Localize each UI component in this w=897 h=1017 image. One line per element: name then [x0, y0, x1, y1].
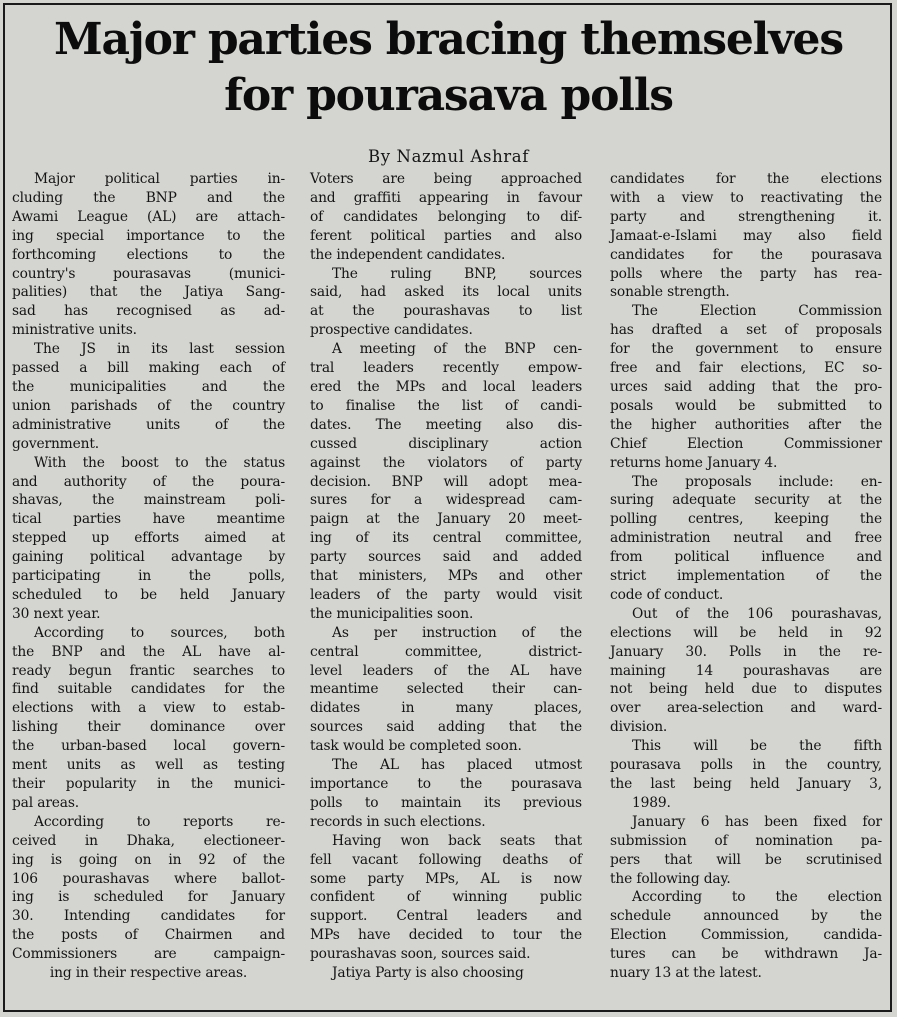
article-line: dates. The meeting also dis- [310, 416, 582, 433]
article-line: ment units as well as testing [12, 757, 285, 774]
article-line: participating in the polls, [12, 568, 285, 585]
article-line: polling centres, keeping the [610, 511, 882, 528]
article-line: sures for a widespread cam- [310, 492, 582, 509]
article-line: that ministers, MPs and other [310, 568, 582, 585]
article-line: Jatiya Party is also choosing [332, 965, 524, 982]
article-line: ered the MPs and local leaders [310, 378, 582, 395]
article-line: stepped up efforts aimed at [12, 530, 285, 547]
article-line: scheduled to be held January [12, 586, 285, 603]
article-line: passed a bill making each of [12, 360, 285, 377]
article-line: the higher authorities after the [610, 416, 882, 433]
article-line: Commissioners are campaign- [12, 946, 285, 963]
article-line: the BNP and the AL have al- [12, 643, 285, 660]
article-line: has drafted a set of proposals [610, 322, 882, 339]
article-line: pal areas. [12, 794, 80, 811]
article-line: Out of the 106 pourashavas, [632, 605, 882, 622]
article-line: Election Commission, candida- [610, 927, 882, 944]
article-line: elections will be held in 92 [610, 624, 882, 641]
article-line: candidates for the elections [610, 171, 882, 187]
article-line: Awami League (AL) are attach- [12, 208, 285, 225]
article-line: According to the election [632, 889, 882, 906]
article-line: strict implementation of the [610, 568, 882, 585]
article-line: party sources said and added [310, 549, 582, 566]
article-line: over area-selection and ward- [610, 700, 882, 717]
article-line: The JS in its last session [34, 341, 285, 358]
article-line: importance to the pourasava [310, 776, 582, 792]
article-line: Major political parties in- [34, 171, 285, 187]
article-line: at the pourashavas to list [310, 303, 582, 320]
article-line: pourashavas soon, sources said. [310, 946, 531, 963]
article-line: the posts of Chairmen and [12, 927, 285, 944]
article-line: returns home January 4. [610, 454, 778, 471]
headline-line-2: for pourasava polls [224, 70, 673, 121]
article-line: The Election Commission [632, 303, 882, 320]
article-line: 30. Intending candidates for [12, 908, 285, 925]
article-line: their popularity in the munici- [12, 776, 285, 792]
article-column-3 [610, 170, 882, 983]
article-line: shavas, the mainstream poli- [12, 492, 285, 509]
article-line: According to sources, both [34, 624, 285, 641]
article-line: cussed disciplinary action [310, 435, 582, 452]
article-line: to finalise the list of candi- [310, 397, 582, 414]
article-line: Voters are being approached [310, 171, 582, 187]
article-line: the independent candidates. [310, 246, 506, 263]
article-line: Having won back seats that [332, 832, 582, 849]
article-line: ing special importance to the [12, 227, 285, 244]
article-line: schedule announced by the [610, 908, 882, 925]
article-line: union parishads of the country [12, 397, 285, 414]
article-line: submission of nomination pa- [610, 832, 882, 849]
article-line: task would be completed soon. [310, 738, 522, 755]
article-line: Chief Election Commissioner [610, 435, 882, 452]
article-line: Jamaat-e-Islami may also field [610, 227, 882, 244]
article-column-2 [310, 170, 582, 983]
article-line: posals would be submitted to [610, 397, 882, 414]
article-line: party and strengthening it. [610, 208, 882, 225]
article-line: and authority of the poura- [12, 473, 285, 490]
article-line: said, had asked its local units [310, 284, 582, 301]
article-line: leaders of the party would visit [310, 586, 582, 603]
article-line: ing is going on in 92 of the [12, 851, 285, 868]
article-line: tical parties have meantime [12, 511, 285, 528]
article-line: ceived in Dhaka, electioneer- [12, 832, 285, 849]
article-line: A meeting of the BNP cen- [332, 341, 582, 358]
article-line: maining 14 pourashavas are [610, 662, 882, 679]
article-line: forthcoming elections to the [12, 246, 285, 263]
article-line: With the boost to the status [34, 454, 285, 471]
article-line: not being held due to disputes [610, 681, 882, 698]
article-line: pourasava polls in the country, [610, 757, 882, 774]
article-line: ready begun frantic searches to [12, 662, 285, 679]
article-line: country's pourasavas (munici- [12, 265, 285, 282]
headline-line-1: Major parties bracing themselves [54, 14, 843, 65]
article-line: cluding the BNP and the [12, 189, 285, 206]
article-line: urces said adding that the pro- [610, 378, 882, 395]
article-line: lishing their dominance over [12, 719, 285, 736]
article-line: confident of winning public [310, 889, 582, 906]
article-line: sources said adding that the [310, 719, 582, 736]
article-line: The AL has placed utmost [332, 757, 582, 774]
article-line: the last being held January 3, [610, 776, 882, 792]
article-line: sad has recognised as ad- [12, 303, 285, 320]
article-line: central committee, district- [310, 643, 582, 660]
article-line: elections with a view to estab- [12, 700, 285, 717]
article-line: administration neutral and free [610, 530, 882, 547]
article-line: paign at the January 20 meet- [310, 511, 582, 528]
article-column-1 [12, 170, 285, 983]
article-line: suring adequate security at the [610, 492, 882, 509]
headline [0, 12, 897, 124]
article-line: the urban-based local govern- [12, 738, 285, 755]
article-line: fell vacant following deaths of [310, 851, 582, 868]
article-line: level leaders of the AL have [310, 662, 582, 679]
article-line: find suitable candidates for the [12, 681, 285, 698]
article-line: As per instruction of the [332, 624, 582, 641]
article-line: polls to maintain its previous [310, 794, 582, 811]
article-line: The ruling BNP, sources [332, 265, 582, 282]
article-line: ferent political parties and also [310, 227, 582, 244]
article-line: The proposals include: en- [632, 473, 882, 490]
article-line: This will be the fifth [632, 738, 882, 755]
article-line: pers that will be scrutinised [610, 851, 882, 868]
article-line: division. [610, 719, 668, 736]
article-line: the municipalities soon. [310, 605, 474, 622]
article-line: sonable strength. [610, 284, 730, 301]
article-line: palities) that the Jatiya Sang- [12, 284, 285, 301]
article-line: nuary 13 at the latest. [610, 965, 762, 982]
article-line: ing of its central committee, [310, 530, 582, 547]
article-line: against the violators of party [310, 454, 582, 471]
article-line: polls where the party has rea- [610, 265, 882, 282]
article-line: 106 pourashavas where ballot- [12, 870, 285, 887]
article-line: the following day. [610, 870, 731, 887]
article-line: free and fair elections, EC so- [610, 360, 882, 377]
article-line: and graffiti appearing in favour [310, 189, 582, 206]
article-line: 30 next year. [12, 605, 101, 622]
article-line: ministrative units. [12, 322, 137, 339]
article-line: tures can be withdrawn Ja- [610, 946, 882, 963]
article-line: didates in many places, [310, 700, 582, 717]
article-line: of candidates belonging to dif- [310, 208, 582, 225]
article-line: 1989. [632, 794, 671, 811]
article-line: some party MPs, AL is now [310, 870, 582, 887]
article-line: candidates for the pourasava [610, 246, 882, 263]
article-line: for the government to ensure [610, 341, 882, 358]
byline: By Nazmul Ashraf [368, 147, 529, 166]
article-line: ing is scheduled for January [12, 889, 285, 906]
article-line: administrative units of the [12, 416, 285, 433]
article-line: ing in their respective areas. [49, 965, 248, 982]
article-line: meantime selected their can- [310, 681, 582, 698]
article-line: gaining political advantage by [12, 549, 285, 566]
article-line: with a view to reactivating the [610, 189, 882, 206]
article-line: the municipalities and the [12, 378, 285, 395]
article-line: prospective candidates. [310, 322, 473, 339]
article-line: support. Central leaders and [310, 908, 582, 925]
article-line: January 6 has been fixed for [632, 813, 882, 830]
article-line: January 30. Polls in the re- [610, 643, 882, 660]
article-line: tral leaders recently empow- [310, 360, 582, 377]
article-line: government. [12, 435, 99, 452]
article-line: According to reports re- [34, 813, 285, 830]
article-line: code of conduct. [610, 586, 724, 603]
article-line: records in such elections. [310, 813, 486, 830]
article-line: MPs have decided to tour the [310, 927, 582, 944]
article-line: decision. BNP will adopt mea- [310, 473, 582, 490]
article-line: from political influence and [610, 549, 882, 566]
